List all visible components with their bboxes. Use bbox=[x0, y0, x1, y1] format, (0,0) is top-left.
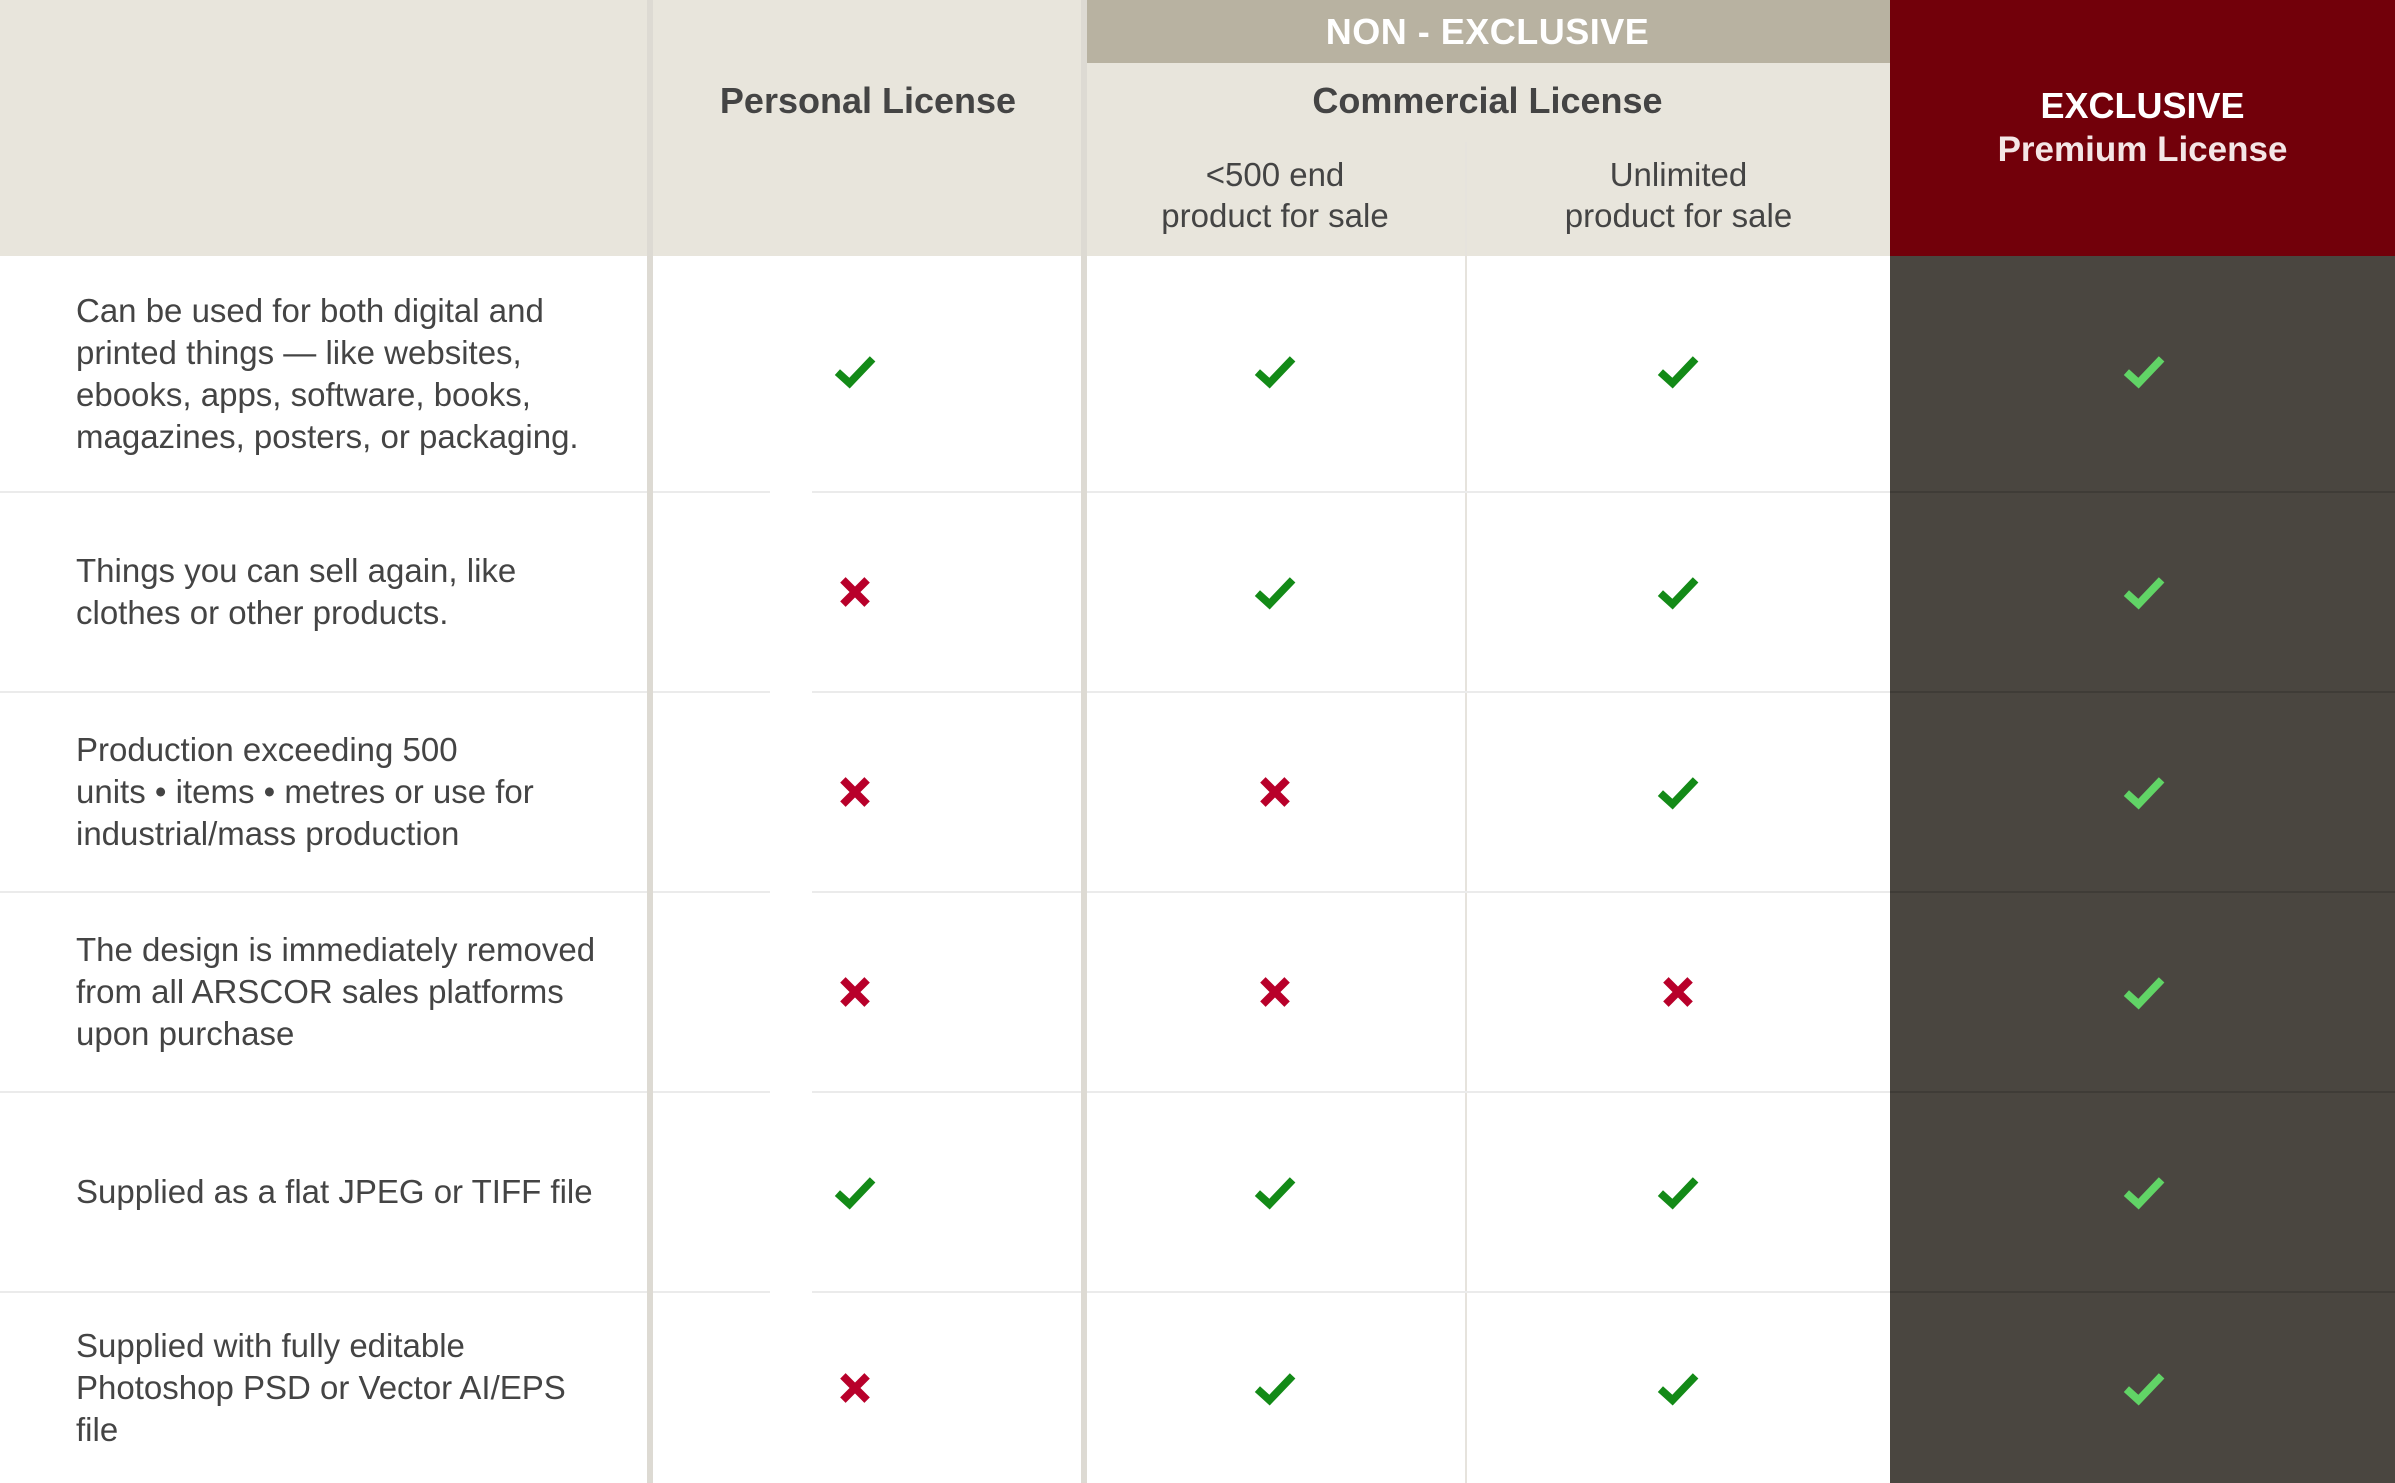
commercial-license-header: Commercial License bbox=[1312, 80, 1663, 121]
check-icon-commercial-unlimited bbox=[1648, 1162, 1708, 1222]
feature-text bbox=[76, 729, 534, 855]
check-icon-exclusive bbox=[2114, 762, 2174, 822]
row-separator bbox=[1087, 1291, 1890, 1293]
column-divider-personal bbox=[647, 0, 653, 1483]
feature-line: The design is immediately removed bbox=[76, 931, 596, 968]
feature-description bbox=[76, 1292, 636, 1483]
feature-line: printed things — like websites, bbox=[76, 334, 522, 371]
row-separator bbox=[653, 491, 770, 493]
feature-text bbox=[76, 290, 579, 458]
row-separator bbox=[653, 1091, 770, 1093]
feature-line: file bbox=[76, 1410, 119, 1448]
feature-description bbox=[76, 492, 636, 692]
check-icon-commercial-under-500 bbox=[1245, 1358, 1305, 1418]
check-icon-exclusive bbox=[2114, 341, 2174, 401]
row-separator-dark bbox=[1890, 491, 2395, 493]
row-separator bbox=[812, 491, 1081, 493]
header-subcolumn-divider bbox=[1465, 142, 1467, 256]
feature-line: Supplied with fully editable bbox=[76, 1326, 465, 1364]
exclusive-header bbox=[1890, 0, 2395, 256]
feature-text bbox=[76, 550, 516, 634]
check-icon-commercial-unlimited bbox=[1648, 341, 1708, 401]
exclusive-label: EXCLUSIVE bbox=[2040, 85, 2245, 126]
feature-line: ebooks, apps, software, books, bbox=[76, 376, 531, 413]
check-icon-personal bbox=[825, 341, 885, 401]
row-separator bbox=[653, 1291, 770, 1293]
cross-icon-personal bbox=[825, 762, 885, 822]
sub-under500-line2: product for sale bbox=[1161, 197, 1389, 234]
column-divider-unlimited bbox=[1465, 256, 1467, 1483]
feature-line: clothes or other products. bbox=[76, 594, 449, 631]
feature-line: Can be used for both digital and bbox=[76, 292, 544, 329]
feature-line: units • items • metres or use for bbox=[76, 773, 534, 810]
check-icon-exclusive bbox=[2114, 1162, 2174, 1222]
check-icon-commercial-under-500 bbox=[1245, 1162, 1305, 1222]
cross-icon-personal bbox=[825, 562, 885, 622]
row-separator bbox=[1087, 1091, 1890, 1093]
cross-icon-commercial-under-500 bbox=[1245, 762, 1305, 822]
check-icon-commercial-unlimited bbox=[1648, 1358, 1708, 1418]
row-separator-dark bbox=[1890, 1091, 2395, 1093]
row-separator bbox=[1087, 891, 1890, 893]
row-separator bbox=[653, 891, 770, 893]
feature-text bbox=[76, 1325, 566, 1451]
commercial-unlimited-header bbox=[1467, 150, 1890, 240]
feature-line: Supplied as a flat JPEG or TIFF file bbox=[76, 1173, 593, 1210]
feature-line: Photoshop PSD or Vector AI/EPS bbox=[76, 1368, 566, 1406]
row-separator-dark bbox=[1890, 691, 2395, 693]
feature-description bbox=[76, 1092, 636, 1292]
row-separator-dark bbox=[1890, 1291, 2395, 1293]
exclusive-column bbox=[1890, 256, 2395, 1483]
row-separator bbox=[812, 691, 1081, 693]
personal-license-header: Personal License bbox=[719, 80, 1017, 121]
row-separator bbox=[812, 891, 1081, 893]
check-icon-exclusive bbox=[2114, 1358, 2174, 1418]
column-divider-commercial bbox=[1081, 0, 1087, 1483]
row-separator bbox=[812, 1091, 1081, 1093]
feature-line: Production exceeding 500 bbox=[76, 731, 458, 768]
sub-unlimited-line2: product for sale bbox=[1564, 197, 1793, 234]
row-separator bbox=[1087, 491, 1890, 493]
check-icon-personal bbox=[825, 1162, 885, 1222]
non-exclusive-band: NON - EXCLUSIVE bbox=[1085, 0, 1890, 63]
feature-text bbox=[76, 1171, 593, 1213]
check-icon-commercial-unlimited bbox=[1648, 762, 1708, 822]
cross-icon-personal bbox=[825, 962, 885, 1022]
feature-line: magazines, posters, or packaging. bbox=[76, 418, 579, 455]
check-icon-exclusive bbox=[2114, 562, 2174, 622]
premium-license-label: Premium License bbox=[1997, 130, 2288, 169]
feature-description bbox=[76, 256, 636, 492]
check-icon-commercial-under-500 bbox=[1245, 562, 1305, 622]
sub-unlimited-line1: Unlimited bbox=[1609, 156, 1748, 193]
cross-icon-commercial-under-500 bbox=[1245, 962, 1305, 1022]
cross-icon-commercial-unlimited bbox=[1648, 962, 1708, 1022]
feature-text bbox=[76, 929, 595, 1055]
row-separator bbox=[653, 691, 770, 693]
row-separator bbox=[1087, 691, 1890, 693]
check-icon-commercial-unlimited bbox=[1648, 562, 1708, 622]
feature-description bbox=[76, 892, 636, 1092]
commercial-under-500-header bbox=[1085, 150, 1465, 240]
row-separator-dark bbox=[1890, 891, 2395, 893]
feature-line: Things you can sell again, like bbox=[76, 552, 517, 589]
check-icon-exclusive bbox=[2114, 962, 2174, 1022]
cross-icon-personal bbox=[825, 1358, 885, 1418]
feature-line: from all ARSCOR sales platforms bbox=[76, 973, 564, 1010]
check-icon-commercial-under-500 bbox=[1245, 341, 1305, 401]
feature-line: upon purchase bbox=[76, 1015, 295, 1052]
row-separator bbox=[812, 1291, 1081, 1293]
feature-line: industrial/mass production bbox=[76, 815, 460, 852]
sub-under500-line1: <500 end bbox=[1205, 156, 1345, 193]
feature-description bbox=[76, 692, 636, 892]
